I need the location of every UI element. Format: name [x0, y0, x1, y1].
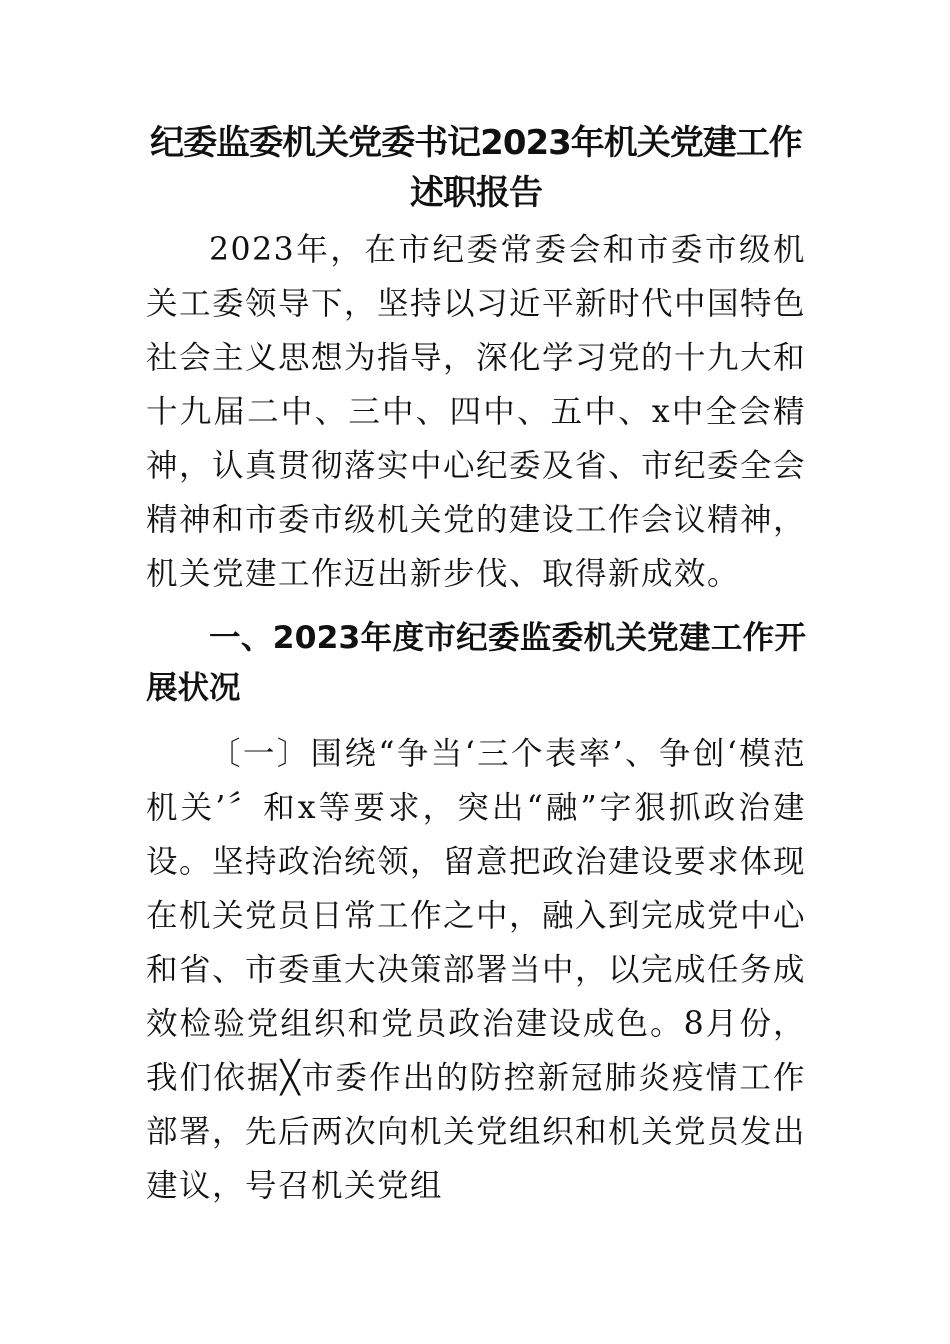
document-page — [146, 118, 806, 1213]
section-heading: 一、2023年度市纪委监委机关党建工作开展状况 — [146, 620, 806, 706]
intro-paragraph: 2023年，在市纪委常委会和市委市级机关工委领导下，坚持以习近平新时代中国特色社会主义思想为指导，深化学习党的十九大和十九届二中、三中、四中、五中、x中全会精神，认真贯彻落实中心纪委及省、市纪委全会精神和市委市级机关党的建设工作会议精神，机关党建工作迈出新步伐、取得新成效。 — [146, 232, 807, 592]
document-title: 纪委监委机关党委书记2023年机关党建工作述职报告 — [150, 123, 802, 213]
section-paragraph: 〔一〕围绕“争当‘三个表率’、争创‘模范机关’〞和x等要求，突出“融”字狠抓政治建设。坚持政治统领，留意把政治建设要求体现在机关党员日常工作之中，融入到完成党中心和省、市委重大决策部署当中，以完成任务成效检验党组织和党员政治建设成色。8月份，我们依据╳市委作出的防控新冠肺炎疫情工作部署，先后两次向机关党组织和机关党员发出建议，号召机关党组 — [146, 736, 807, 1204]
